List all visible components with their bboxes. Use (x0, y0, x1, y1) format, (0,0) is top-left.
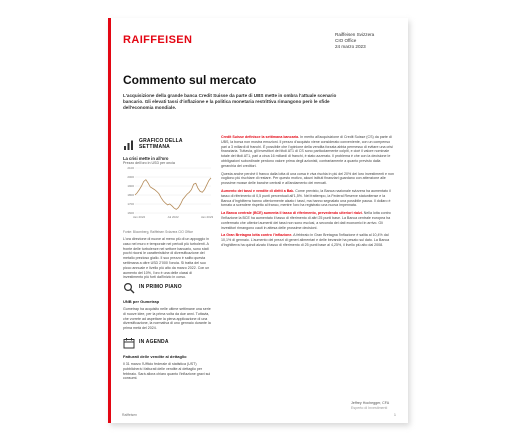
first-section (123, 281, 213, 331)
calendar-icon (123, 336, 135, 348)
y-tick-label: 1700 (127, 202, 134, 206)
y-tick-label: 1900 (127, 184, 134, 188)
chart-title: La crisi mette in all'oro (123, 156, 169, 161)
magnifier-icon (123, 281, 135, 293)
paragraph-label: La Gran Bretagna lotta contro l'inflazione. (221, 233, 293, 238)
chart-section-text: L'ora direzione di nuove al meno più di un appoggio in caso nel muro e temporale nei periodi più turbolenti. A fronte delle turbolenze nel settore bancario, sono stati pochi ricorsi le caratteristiche di diversificazione del metallo prezioso giallo. Il suo prezzo è salito questa settimana a oltre USD 2'000 l'oncia. Si tratta del suo picco annuale e livello più alto da marzo 2022. Con un aumento del 10%, l'oro è una delle classi di investimento più forti dall'inizio in corso. (123, 237, 210, 280)
first-section-title: IN PRIMO PIANO (139, 284, 182, 290)
main-paragraph (221, 233, 396, 247)
agenda-section (123, 336, 213, 381)
paragraph-text: Nella lotta contro l'inflazione la BCE ha aumentato il tasso di riferimento di altri 25 punti base. La Banca centrale europea ha confermato che ulteriori aumenti dei tassi non sono esclusi, a seconda dei dati economici in arrivo. Gli investitori rimangono cauti in attesa delle prossime decisioni. (221, 211, 391, 230)
meta-line: Raiffeisen Svizzera (335, 32, 375, 37)
signature-role: Esperto di Investimenti (351, 405, 388, 410)
first-section-text: Gumetrap ha acquisito nelle ultime settimane una serie di nuove idee, per la prima volta da due anni. Tuttavia, che vorrete ad aspettare la piena applicazione di una diversificazione, la normativa di uno gennaio durante la prima metà del 2024. (123, 307, 211, 331)
paragraph-text: Come previsto, la Banca nazionale svizzera ha aumentato il tasso di riferimento di 0,5 punti percentuali all'1,5%. Nel frattempo, la Federal Reserve statunitense e la Banca d'Inghilterra hanno ulteriormente alzato i tassi, ma hanno segnalato una possibile pausa. Il dollaro è tornato a scendere rispetto al franco, mentre l'oro ha registrato una nuova impennata. (221, 188, 391, 208)
page-number: 1 (394, 413, 396, 417)
paragraph-text: A febbraio in Gran Bretagna l'inflazione è salita al 10,4% dal 10,1% di gennaio. L'aumento dei prezzi di generi alimentari e delle bevande ha pesato sul dato. La Banca d'Inghilterra ha quindi alzato il tasso di riferimento di 25 punti base al 4,25%, il livello più alto dal 2008. (221, 233, 390, 247)
y-tick-label: 2000 (127, 175, 134, 179)
chart-section-title: GRAFICO DELLA SETTIMANA (139, 138, 183, 150)
paragraph-label: Credit Suisse definisce la settimana bancaria. (221, 135, 300, 139)
gold-price-line (135, 178, 211, 210)
agenda-section-text: Il 31 marzo l'Ufficio federale di statistica (UST) pubblicherà i fatturati delle vendite al dettaglio per febbraio. Sarà allora chiaro quanto l'inflazione gravi sui consumi. (123, 362, 211, 381)
bar-chart-icon (123, 138, 135, 150)
main-paragraph (221, 211, 396, 230)
main-paragraph (221, 172, 396, 186)
meta-line: CIO Office (335, 38, 357, 43)
paragraph-text: Questa anche perché il franco dalla lotta di una corsa è viva rischia in più del 20% dei loro investimenti e non vogliono più rischiare di restare. Per questo motivo, alcuni istituti finanziari guardano con attenzione alle prossime mosse delle banche centrali e all'andamento dei mercati. (221, 171, 394, 186)
x-tick-label: Jan 2023 (200, 215, 213, 219)
y-tick-label: 1600 (127, 211, 134, 215)
chart-subtitle: Prezzo dell'oro in USD per oncia (123, 161, 175, 165)
y-tick-label: 1800 (127, 193, 134, 197)
agenda-section-header (123, 336, 213, 348)
header-meta (335, 32, 374, 50)
paragraph-text: In merito all'acquisizione di Credit Suisse (CS) da parte di UBS, la borsa non mostra emozioni. Il prezzo d'acquisto viene considerato conveniente, con un compenso pari a 3 miliardi di franchi. È possibile che l'opinione della vendita forzata abbia permesso di evitare una crisi finanziaria. Tuttavia, gli investitori dei titoli AT1 di CS sono particolarmente colpiti, e cioè il valore nominale totale dei titoli AT1, pari a circa 16 miliardi di franchi, è stato azzerato. Il problema è che con la decisione le obbligazioni subordinate perdono valore prima degli azionisti, contrariamente a quanto previsto dalla gerarchia dei creditori. (221, 135, 393, 168)
chart-section (123, 138, 213, 280)
document-page (108, 18, 408, 423)
y-tick-label: 2100 (127, 166, 134, 170)
first-section-header (123, 281, 213, 293)
signature (351, 401, 389, 411)
footer-brand: Raiffeisen (122, 413, 138, 417)
main-paragraph (221, 135, 396, 169)
main-column (221, 135, 396, 251)
x-tick-label: Jul 2022 (167, 215, 179, 219)
paragraph-label: La Banca centrale (BCE) aumenta il tasso di riferimento, prevedendo ulteriori rialzi. (221, 211, 363, 216)
first-section-subheading: UNB per Gumetrap (123, 299, 160, 304)
chart-section-header (123, 138, 213, 150)
paragraph-label: Aumento dei tassi e vendite di diritti a Bak. (221, 188, 295, 193)
agenda-section-subheading: Fatturati delle vendite al dettaglio (123, 354, 187, 359)
red-accent-bar (108, 18, 111, 423)
main-paragraph (221, 189, 396, 208)
signature-name: Jeffrey Hochegger, CFA (351, 401, 390, 405)
page-title: Commento sul mercato (123, 73, 257, 87)
x-tick-label: Jan 2022 (132, 215, 146, 219)
chart-source: Fonte: Bloomberg, Raiffeisen Svizzera CIO Office (123, 230, 194, 234)
lead-paragraph: L'acquisizione della grande banca Credit Suisse da parte di UBS mette in ombra l'attuale scenario bancario. Gli elevati tassi d'inflazione e la politica monetaria restrittiva rimangono però le sfide dell'economia mondiale. (123, 93, 337, 111)
brand-logo: RAIFFEISEN (123, 34, 193, 46)
agenda-section-title: IN AGENDA (139, 339, 169, 345)
gold-price-chart (123, 165, 213, 223)
meta-line: 24 marzo 2023 (335, 44, 366, 49)
